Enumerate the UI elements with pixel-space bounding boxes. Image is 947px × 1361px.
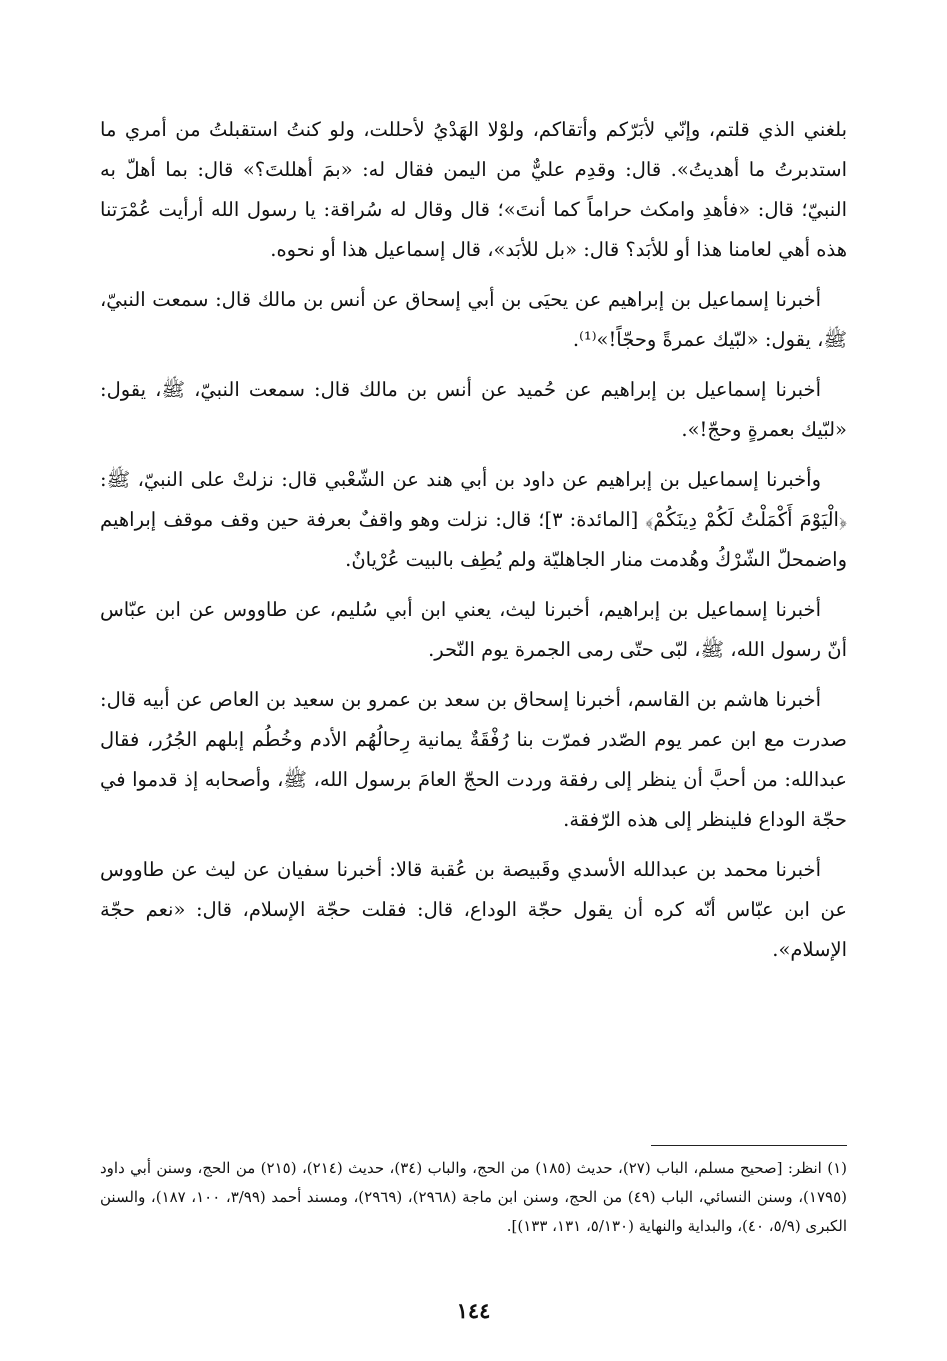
book-page — [100, 100, 847, 1340]
paragraph-3: أخبرنا إسماعيل بن إبراهيم عن حُميد عن أنس بن مالك قال: سمعت النبيّ، ﷺ، يقول: «لبّيك بعمرةٍ وحجّ!». — [100, 378, 847, 441]
paragraph-2: أخبرنا إسماعيل بن إبراهيم عن يحيَى بن أبي إسحاق عن أنس بن مالك قال: سمعت النبيّ، ﷺ، يقول: «لبّيك عمرةً وحجّاً!»⁽¹⁾. — [100, 288, 847, 351]
paragraph-5: أخبرنا إسماعيل بن إبراهيم، أخبرنا ليث، يعني ابن أبي سُليم، عن طاووس عن ابن عبّاس أنّ رسول الله، ﷺ، لبّى حتّى رمى الجمرة يوم النّحر. — [100, 598, 847, 661]
paragraph-4: وأخبرنا إسماعيل بن إبراهيم عن داود بن أبي هند عن الشّعْبي قال: نزلتْ على النبيّ، ﷺ: ﴿الْيَوْمَ أَكْمَلْتُ لَكُمْ دِينَكُمْ﴾ [المائدة: ٣]؛ قال: نزلت وهو واقفٌ بعرفة حين وقف موقف إبراهيم واضمحلّ الشّرْكُ وهُدمت منار الجاهليّة ولم يُطِف بالبيت عُرْيانٌ. — [100, 468, 847, 571]
paragraph-7: أخبرنا محمد بن عبدالله الأسدي وقَبيصة بن عُقبة قالا: أخبرنا سفيان عن ليث عن طاووس عن ابن عبّاس أنّه كره أن يقول حجّة الوداع، قال: فقلت حجّة الإسلام، قال: «نعم حجّة الإسلام». — [100, 858, 847, 961]
footnote-separator — [651, 1145, 847, 1146]
footnote: (١) انظر: [صحيح مسلم، الباب (٢٧)، حديث (١٨٥) من الحج، والباب (٣٤)، حديث (٢١٤)، (٢١٥) من الحج، وسنن أبي داود (١٧٩٥)، وسنن النسائي، الباب (٤٩) من الحج، وسنن ابن ماجة (٢٩٦٨)، (٢٩٦٩)، ومسند أحمد (٣/٩٩، ١٠٠، ١٨٧)، والسنن الكبرى (٥/٩، ٤٠)، والبداية والنهاية (٥/١٣٠، ١٣١، ١٣٣)]. — [100, 1159, 848, 1235]
paragraph-6: أخبرنا هاشم بن القاسم، أخبرنا إسحاق بن سعد بن عمرو بن سعيد بن العاص عن أبيه قال: صدرت مع ابن عمر يوم الصّدر فمرّت بنا رُفْقَةٌ يمانية رِحالُهُم الأدم وخُطُم إبلهم الجُرُر، فقال عبدالله: من أحبَّ أن ينظر إلى رفقة وردت الحجّ العامَ برسول الله، ﷺ، وأصحابه إذ قدموا في حجّة الوداع فلينظر إلى هذه الرّفقة. — [100, 688, 847, 831]
paragraph-1: بلغني الذي قلتم، وإنّي لأبَرّكم وأتقاكم، ولوْلا الهَدْيُ لأحللت، ولو كنتُ استقبلتُ من أمري ما استدبرتُ ما أهديتُ». قال: وقدِم عليٌّ من اليمن فقال له: «بمَ أهللتَ؟» قال: بما أهلّ به النبيّ؛ قال: «فأهدِ وامكث حراماً كما أنتَ»؛ قال وقال له سُراقة: يا رسول الله أرأيت عُمْرَتنا هذه أهي لعامنا هذا أو للأبَد؟ قال: «بل للأبَد»، قال إسماعيل هذا أو نحوه. — [100, 118, 847, 261]
page-number: ١٤٤ — [456, 1298, 491, 1323]
